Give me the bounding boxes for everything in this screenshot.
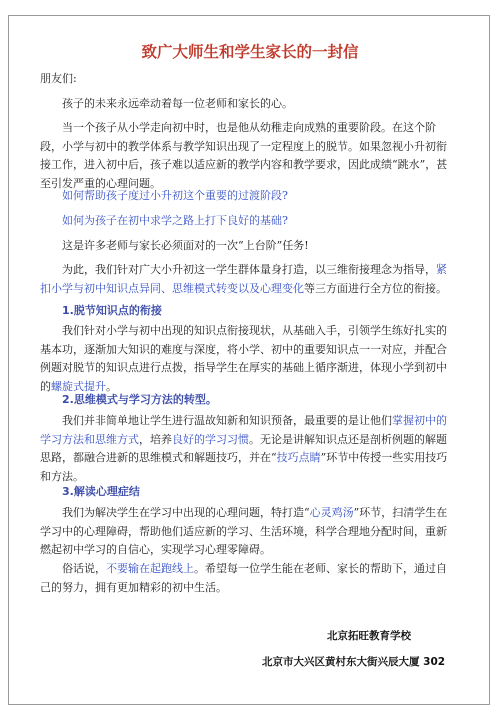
closing-paragraph [40, 560, 454, 597]
paragraph-3: 这是许多老师与家长必须面对的一次“上台阶”任务! [62, 239, 309, 252]
paragraph-1: 孩子的未来永远牵动着每一位老师和家长的心。 [62, 97, 293, 110]
section-1-highlight: 螺旋式提升 [51, 379, 106, 393]
section-1-heading: 1.脱节知识点的衔接 [62, 304, 162, 317]
section-2-highlight-c: 技巧点睛 [276, 451, 321, 464]
section-2-heading: 2.思维模式与学习方法的转型。 [62, 393, 217, 406]
section-3-text-b: ”环节，扫清学生在学习中的心理障碍，帮助他们适应新的学习、生活环境，科学合理地分配时间，重新燃起初中学习的自信心，实现学习心理零障碍。 [40, 506, 448, 556]
section-3-body [40, 504, 454, 560]
section-2-highlight-a: 掌握初中的学习方法和思维方式 [40, 414, 447, 446]
question-1: 如何帮助孩子度过小升初这个重要的过渡阶段? [62, 189, 288, 202]
section-2-text-d: ”环节中传授一些实用技巧和方法。 [40, 451, 448, 483]
paragraph-4-highlight: 紧扣小学与初中知识点异同、思维模式转变以及心理变化 [40, 263, 447, 295]
letter-title: 致广大师生和学生家长的一封信 [141, 43, 359, 61]
signature-school: 北京拓旺教育学校 [327, 630, 411, 642]
section-3-heading: 3.解读心理症结 [62, 485, 140, 498]
section-1-text: 我们针对小学与初中出现的知识点衔接现状，从基础入手，引领学生练好扎实的基本功，逐渐加大知识的难度与深度，将小学、初中的重要知识点一一对应，并配合例题对脱节的知识点进行点拨，指导学生在厚实的基础上循序渐进，体现小学到初中的 [40, 324, 447, 393]
section-2-text-a: 我们并非简单地让学生进行温故知新和知识预备，最重要的是让他们 [62, 414, 392, 427]
paragraph-2: 当一个孩子从小学走向初中时，也是他从幼稚走向成熟的重要阶段。在这个阶段，小学与初中的教学体系与教学知识出现了一定程度上的脱节。如果忽视小升初衔接工作，进入初中后，孩子难以适应新的教学内容和教学要求，因此成绩“跳水”，甚至引发严重的心理问题。 [40, 121, 448, 190]
section-2-highlight-b: 良好的学习习惯 [172, 432, 249, 446]
question-2: 如何为孩子在初中求学之路上打下良好的基础? [62, 214, 288, 227]
section-2-text-c: 。无论是讲解知识点还是剖析例题的解题思路，都融合进新的思维模式和解题技巧，并在“ [40, 432, 447, 464]
section-1-body [40, 322, 454, 396]
section-3-text-a: 我们为解决学生在学习中出现的心理问题，特打造“ [62, 506, 310, 519]
closing-highlight: 不要输在起跑线上 [106, 562, 194, 575]
signature-address: 北京市大兴区黄村东大街兴辰大厦 302 [262, 656, 446, 668]
paragraph-4-text: 为此，我们针对广大小升初这一学生群体量身打造，以三维衔接理念为指导， [62, 263, 436, 276]
section-1-end: 。 [106, 379, 117, 393]
section-3-highlight: 心灵鸡汤 [309, 506, 354, 519]
section-2-body [40, 412, 454, 486]
closing-text-a: 俗话说， [62, 562, 106, 575]
greeting: 朋友们: [40, 72, 77, 85]
paragraph-4 [40, 261, 454, 298]
section-2-text-b: ，培养 [139, 432, 172, 446]
paragraph-4-end: 等三方面进行全方位的衔接。 [304, 281, 447, 295]
closing-text-b: 。希望每一位学生能在老师、家长的帮助下，通过自己的努力，拥有更加精彩的初中生活。 [40, 562, 447, 594]
